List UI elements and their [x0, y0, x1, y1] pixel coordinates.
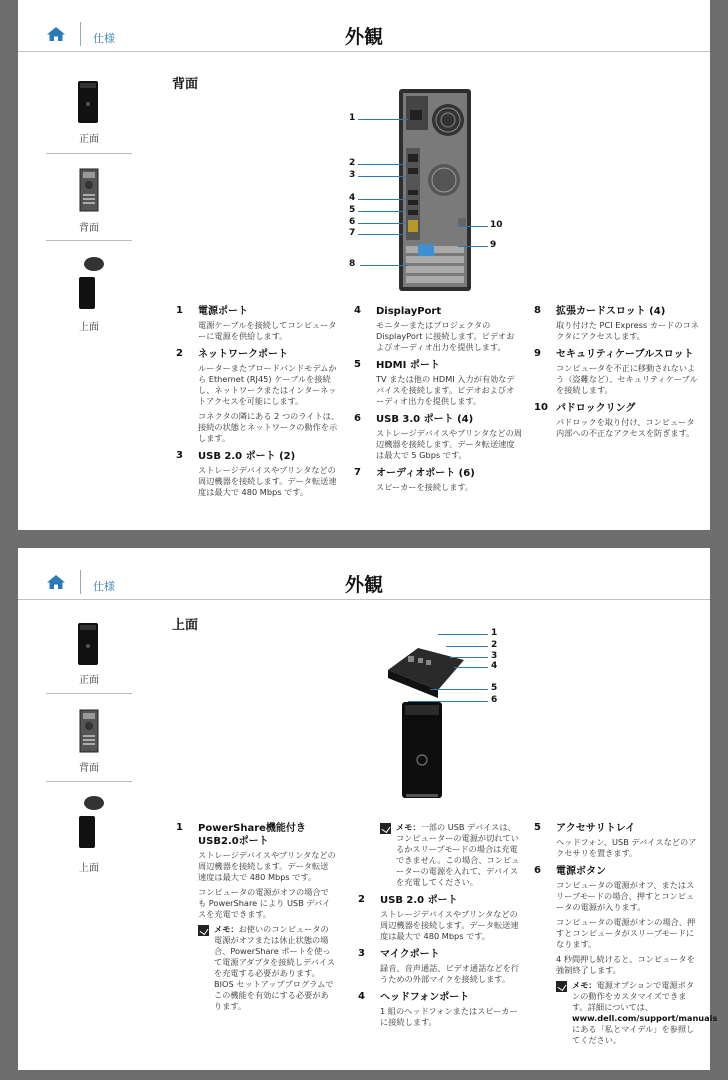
list-item — [354, 305, 522, 353]
callout-line — [446, 646, 488, 647]
note — [380, 822, 522, 888]
item-description: コンピュータの電源がオンの場合、押すとコンピュータがスリープモードになります。 — [556, 917, 696, 949]
description-column-3 — [534, 822, 718, 1052]
list-item — [534, 348, 700, 396]
item-description: 取り付けた PCI Express カードのコネクタにアクセスします。 — [556, 320, 699, 341]
item-title: パドロックリング — [556, 403, 636, 414]
callout-1: 1 — [491, 628, 498, 638]
top-view-thumbnail[interactable] — [76, 255, 110, 311]
note — [556, 980, 718, 1046]
section-title: 上面 — [172, 618, 199, 633]
item-description: スピーカーを接続します。 — [376, 482, 474, 492]
callout-line — [358, 164, 406, 165]
sidebar-item-top[interactable]: 上面 — [79, 322, 99, 333]
top-view-thumbnail[interactable] — [76, 794, 110, 850]
item-title: ヘッドフォンポート — [380, 992, 470, 1003]
item-title: HDMI ポート — [376, 360, 440, 371]
callout-7: 7 — [349, 228, 356, 238]
note — [198, 924, 336, 1012]
item-number: 5 — [354, 359, 361, 370]
callout-line — [358, 211, 406, 212]
rear-view-thumbnail[interactable] — [79, 709, 99, 753]
callout-line — [358, 119, 408, 120]
description-column-1 — [176, 305, 342, 504]
callout-line — [458, 246, 488, 247]
note-text: 一部の USB デバイスは、コンピューターの電源が切れているかスリープモードの場合は充電できません。この場合、コンピューターの電源を入れて、デバイスを充電してください。 — [396, 822, 520, 887]
item-number: 6 — [354, 413, 361, 424]
item-title: USB 3.0 ポート (4) — [376, 414, 474, 425]
item-title: USB 2.0 ポート — [380, 895, 458, 906]
front-view-thumbnail[interactable] — [77, 80, 99, 124]
page-header — [18, 0, 710, 52]
note-text: にある「私とマイデル」を参照してください。 — [572, 1024, 695, 1045]
callout-line — [408, 701, 488, 702]
description-column-2 — [354, 305, 522, 499]
item-description: TV または他の HDMI 入力が有効なデバイスを接続します。ビデオおよびオーディオ出力を提供します。 — [376, 374, 515, 406]
item-description: モニターまたはプロジェクタの DisplayPort に接続します。ビデオおよびオーディオ出力を提供します。 — [376, 320, 515, 352]
item-description: ヘッドフォン、USB デバイスなどのアクセサリを置きます。 — [556, 837, 697, 858]
list-item — [354, 413, 522, 461]
item-description: ルーターまたブロードバンドモデムから Ethernet (RJ45) ケーブルを接続し、ネットワークまたはインターネットアクセスを可能にします。 — [198, 363, 337, 406]
sidebar-item-front[interactable]: 正面 — [79, 134, 99, 145]
item-number: 4 — [354, 305, 361, 316]
callout-line — [438, 634, 488, 635]
front-view-thumbnail[interactable] — [77, 622, 99, 666]
manual-page-top — [18, 548, 718, 1070]
item-description: 録音、音声通話、ビデオ通話などを行うための外部マイクを接続します。 — [380, 963, 520, 984]
note-icon — [556, 981, 567, 992]
item-title: DisplayPort — [376, 306, 442, 317]
callout-4: 4 — [491, 661, 498, 671]
page-header — [18, 548, 710, 600]
item-number: 3 — [176, 450, 183, 461]
manual-page-rear — [18, 0, 710, 530]
item-description: 4 秒間押し続けると、コンピュータを強制終了します。 — [556, 954, 695, 975]
list-item — [358, 991, 522, 1028]
callout-3: 3 — [349, 170, 356, 180]
callout-8: 8 — [349, 259, 356, 269]
callout-line — [450, 657, 488, 658]
callout-6: 6 — [491, 695, 498, 705]
note-text: お使いのコンピュータの電源がオフまたは休止状態の場合、PowerShare ポートを使って電源アダプタを接続しデバイスを充電する必要があります。BIOS セットアッププログラムでこの機能を有効にする必要があります。 — [214, 924, 336, 1011]
list-item — [534, 822, 700, 859]
list-item — [176, 348, 342, 444]
note-text: 電源オプションで電源ボタンの動作をカスタマイズできます。詳細については、 — [572, 980, 695, 1012]
item-number: 6 — [534, 865, 541, 876]
item-number: 4 — [358, 991, 365, 1002]
spec-link[interactable]: 仕様 — [93, 32, 115, 45]
sidebar-divider — [46, 153, 132, 154]
item-title: PowerShare機能付きUSB2.0ポート — [198, 823, 306, 847]
item-title: 拡張カードスロット (4) — [556, 306, 666, 317]
callout-line — [358, 176, 406, 177]
callout-line — [454, 667, 488, 668]
sidebar-item-rear[interactable]: 背面 — [79, 763, 99, 774]
page-title: 外観 — [344, 574, 383, 596]
item-title: 電源ボタン — [556, 866, 606, 877]
item-number: 8 — [534, 305, 541, 316]
note-icon — [380, 823, 391, 834]
item-number: 7 — [354, 467, 361, 478]
item-description: ストレージデバイスやプリンタなどの周辺機器を接続します。データ転送速度は最大で 480 Mbps です。 — [380, 909, 519, 941]
item-number: 1 — [176, 822, 183, 833]
item-title: オーディオポート (6) — [376, 468, 475, 479]
list-item — [354, 359, 522, 407]
item-title: 電源ポート — [198, 306, 248, 317]
support-link[interactable]: www.dell.com/support/manuals — [572, 1013, 718, 1023]
list-item — [534, 865, 718, 1046]
callout-line — [360, 265, 408, 266]
item-description: コンピュータを不正に移動されないよう（盗難など）、セキュリティケーブルを接続します。 — [556, 363, 698, 395]
list-item — [358, 894, 522, 942]
item-description: ストレージデバイスやプリンタなどの周辺機器を接続します。データ転送速度は最大で 480 Mbps です。 — [198, 850, 336, 882]
item-description: コンピュータの電源がオフの場合でも PowerShare により USB デバイスを充電できます。 — [198, 887, 331, 919]
item-description: ストレージデバイスやプリンタなどの周辺機器を接続します。データ転送速度は最大で 480 Mbps です。 — [198, 465, 337, 497]
item-description: 1 組のヘッドフォンまたはスピーカーに接続します。 — [380, 1006, 518, 1027]
callout-2: 2 — [349, 158, 356, 168]
sidebar-divider — [46, 240, 132, 241]
item-number: 9 — [534, 348, 541, 359]
item-number: 1 — [176, 305, 183, 316]
callout-6: 6 — [349, 217, 356, 227]
callout-4: 4 — [349, 193, 356, 203]
rear-view-thumbnail[interactable] — [79, 168, 99, 212]
list-item — [176, 305, 342, 342]
item-description: ストレージデバイスやプリンタなどの周辺機器を接続します。データ転送速度は最大で 5 Gbps です。 — [376, 428, 522, 460]
description-column-3 — [534, 305, 700, 445]
item-title: ネットワークポート — [198, 349, 288, 360]
sidebar-item-front[interactable]: 正面 — [79, 675, 99, 686]
rear-panel-illustration — [398, 88, 472, 292]
top-panel-illustration — [378, 640, 468, 800]
sidebar-item-top[interactable]: 上面 — [79, 863, 99, 874]
list-item — [176, 822, 336, 1012]
note-label: メモ： — [572, 980, 597, 990]
sidebar-item-rear[interactable]: 背面 — [79, 223, 99, 234]
note-label: メモ： — [214, 924, 239, 934]
item-number: 2 — [176, 348, 183, 359]
item-title: アクセサリトレイ — [556, 823, 636, 834]
item-title: マイクポート — [380, 949, 440, 960]
list-item — [534, 305, 700, 342]
callout-line — [430, 689, 488, 690]
list-item — [176, 450, 342, 498]
item-description: コネクタの隣にある 2 つのライトは、接続の状態とネットワークの動作を示します。 — [198, 411, 340, 443]
callout-3: 3 — [491, 651, 498, 661]
callout-2: 2 — [491, 640, 498, 650]
item-title: セキュリティケーブルスロット — [556, 349, 694, 360]
description-column-2 — [358, 822, 522, 1034]
item-description: パドロックを取り付け、コンピュータ内部への不正なアクセスを防ぎます。 — [556, 417, 695, 438]
item-title: USB 2.0 ポート (2) — [198, 451, 296, 462]
callout-line — [358, 223, 406, 224]
item-description: コンピュータの電源がオフ、またはスリープモードの場合、押すとコンピュータの電源が入ります。 — [556, 880, 695, 912]
section-title: 背面 — [172, 77, 199, 92]
note-label: メモ： — [396, 822, 421, 832]
sidebar-divider — [46, 781, 132, 782]
item-number: 5 — [534, 822, 541, 833]
callout-5: 5 — [491, 683, 498, 693]
item-description: 電源ケーブルを接続してコンピューターに電源を供給します。 — [198, 320, 337, 341]
note-icon — [198, 925, 209, 936]
callout-line — [358, 199, 406, 200]
callout-line — [358, 234, 406, 235]
list-item — [358, 948, 522, 985]
callout-9: 9 — [490, 240, 497, 250]
page-title: 外観 — [344, 26, 383, 48]
callout-1: 1 — [349, 113, 356, 123]
list-item — [354, 467, 522, 493]
item-number: 10 — [534, 402, 548, 413]
callout-5: 5 — [349, 205, 356, 215]
item-number: 2 — [358, 894, 365, 905]
callout-10: 10 — [490, 220, 503, 230]
spec-link[interactable]: 仕様 — [93, 580, 115, 593]
list-item — [534, 402, 700, 439]
callout-line — [458, 226, 488, 227]
item-number: 3 — [358, 948, 365, 959]
description-column-1 — [176, 822, 336, 1018]
sidebar-divider — [46, 693, 132, 694]
